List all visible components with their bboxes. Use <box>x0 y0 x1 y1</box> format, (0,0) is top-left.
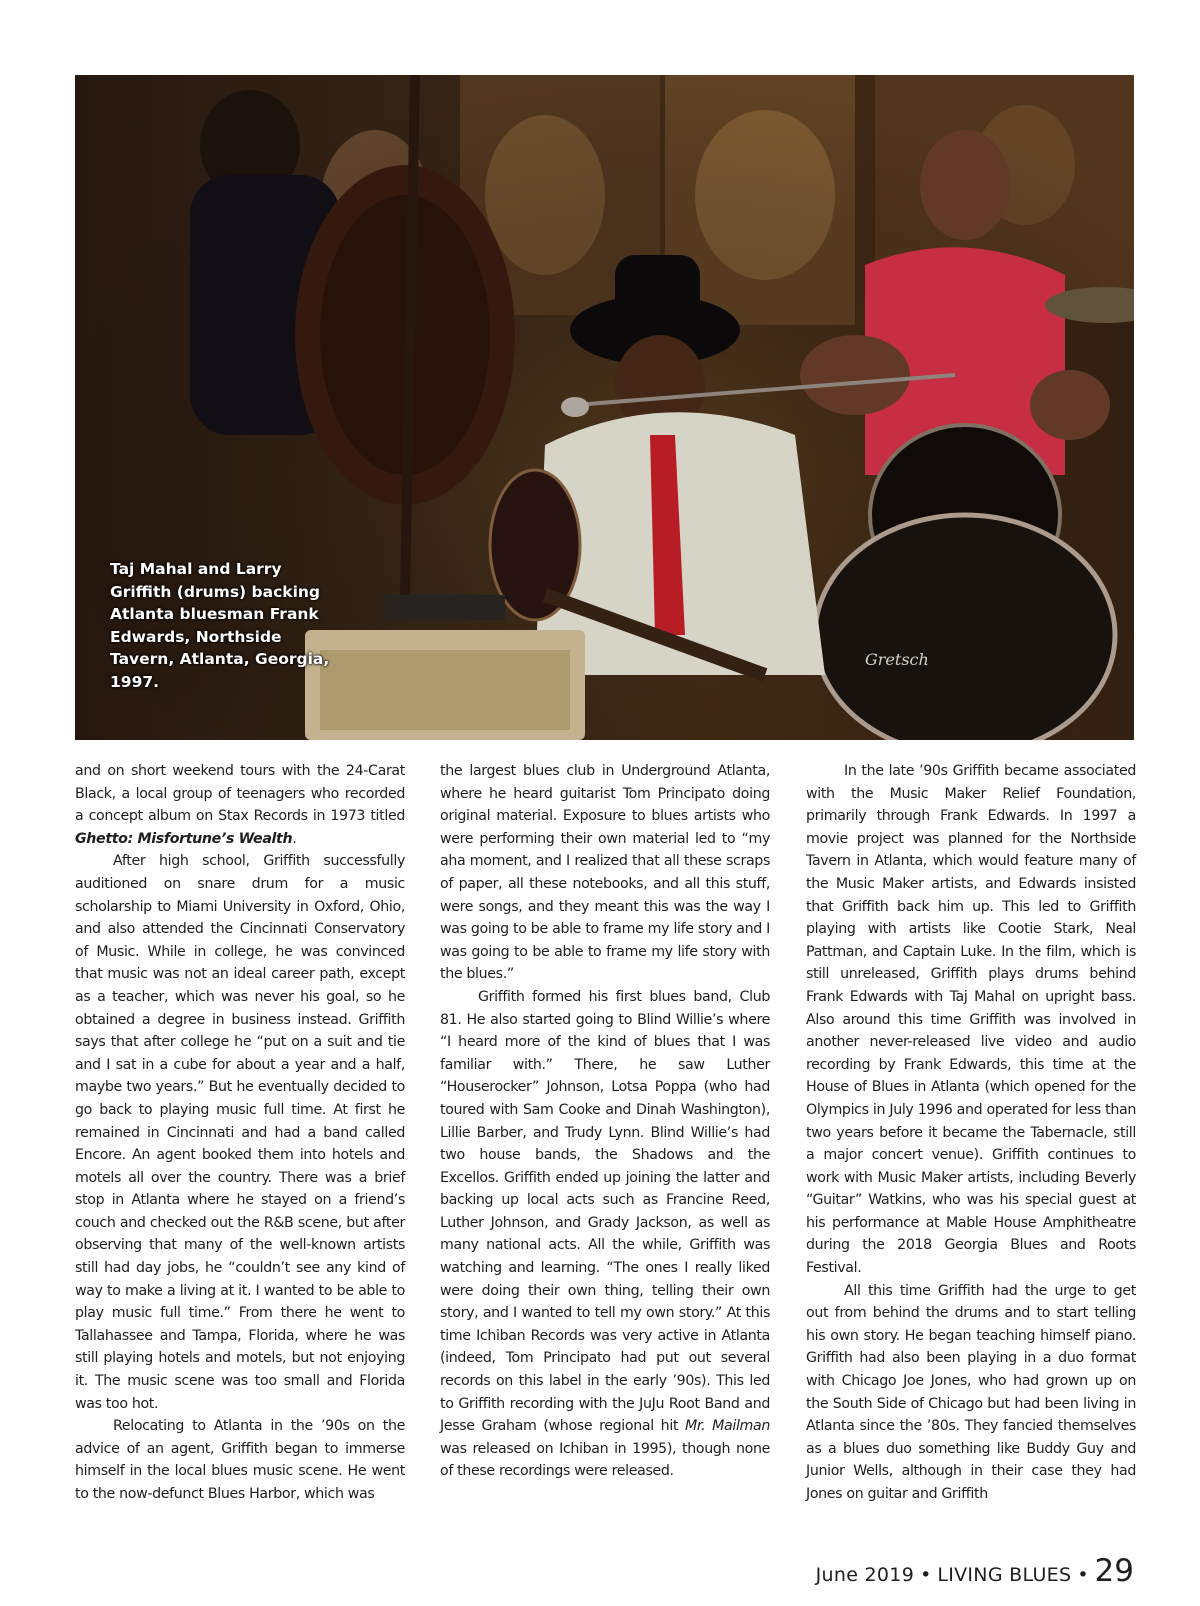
footer-separator: • <box>1077 1564 1089 1586</box>
paragraph: After high school, Griffith successfully auditioned on snare drum for a music scholarship to Miami University in Oxford, Ohio, and also attended the Cincinnati Conservatory of Music. While in college, he was convinced that music was not an ideal career path, except as a teacher, which was never his goal, so he obtained a degree in business instead. Griffith says that after college he “put on a suit and tie and I sat in a cube for about a year and a half, maybe two years.” But he eventually decided to go back to playing music full time. At first he remained in Cincinnati and had a band called Encore. An agent booked them into hotels and motels all over the country. There was a brief stop in Atlanta where he stayed on a friend’s couch and checked out the R&B scene, but after observing that many of the well-known artists still had day jobs, he “couldn’t see any kind of way to make a living at it. I wanted to be able to play music full time.” From there he went to Tallahassee and Tampa, Florida, where he was still playing hotels and motels, but not enjoying it. The music scene was too small and Florida was too hot. <box>75 853 405 1412</box>
paragraph: the largest blues club in Underground Atlanta, where he heard guitarist Tom Principato doing original material. Exposure to blues artists who were performing their own material led to “my aha moment, and I realized that all these scraps of paper, all these notebooks, and all this stuff, were songs, and they meant this was the way I was going to be able to frame my life story and I was going to be able to frame my life story with the blues.” <box>440 763 770 983</box>
issue-date: June 2019 <box>815 1564 915 1586</box>
footer-separator: • <box>920 1564 932 1586</box>
paragraph <box>440 986 770 1483</box>
paragraph: All this time Griffith had the urge to get out from behind the drums and to start telling his own story. He began teaching himself piano. Griffith had also been playing in a duo format with Chicago Joe Jones, who had grown up on the South Side of Chicago but had been living in Atlanta since the ’80s. They fancied themselves as a blues duo something like Buddy Guy and Junior Wells, although in their case they had Jones on guitar and Griffith <box>806 1282 1136 1502</box>
concert-photo <box>75 75 1134 740</box>
photo-caption: Taj Mahal and Larry Griffith (drums) backing Atlanta bluesman Frank Edwards, Northside Tavern, Atlanta, Georgia, 1997. <box>110 560 330 691</box>
paragraph: Relocating to Atlanta in the ’90s on the advice of an agent, Griffith began to immerse himself in the local blues music scene. He went to the now-defunct Blues Harbor, which was <box>75 1418 405 1502</box>
album-title: Ghetto: Misfortune’s Wealth <box>75 830 293 847</box>
page-footer <box>816 1553 1134 1593</box>
page-number: 29 <box>1094 1553 1134 1589</box>
magazine-name: LIVING BLUES <box>937 1564 1072 1586</box>
paragraph-text: . <box>292 830 297 847</box>
paragraph: In the late ’90s Griffith became associated with the Music Maker Relief Foundation, primarily through Frank Edwards. In 1997 a movie project was planned for the Northside Tavern in Atlanta, which would feature many of the Music Maker artists, and Edwards insisted that Griffith back him up. This led to Griffith playing with artists like Cootie Stark, Neal Pattman, and Captain Luke. In the film, which is still unreleased, Griffith plays drums behind Frank Edwards with Taj Mahal on upright bass. Also around this time Griffith was involved in another never-released live video and audio recording by Frank Edwards, this time at the House of Blues in Atlanta (which opened for the Olympics in July 1996 and operated for less than two years before it became the Tabernacle, still a major concert venue). Griffith continues to work with Music Maker artists, including Beverly “Guitar” Watkins, who was his special guest at his performance at Mable House Amphitheatre during the 2018 Georgia Blues and Roots Festival. <box>806 763 1136 1277</box>
paragraph-text: Griffith formed his first blues band, Club 81. He also started going to Blind Willie’s where “I heard more of the kind of blues that I was familiar with.” There, he saw Luther “Houserocker” Johnson, Lotsa Poppa (who had toured with Sam Cooke and Dinah Washington), Lillie Barber, and Trudy Lynn. Blind Willie’s had two house bands, the Shadows and the Excellos. Griffith ended up joining the latter and backing up local acts such as Francine Reed, Luther Johnson, and Grady Jackson, as well as many national acts. All the while, Griffith was watching and learning. “The ones I really liked were doing their own thing, telling their own story, and I wanted to tell my own story.” At this time Ichiban Records was very active in Atlanta (indeed, Tom Principato had put out several records on this label in the early ’90s). This led to Griffith recording with the JuJu Root Band and Jesse Graham (whose regional hit <box>440 988 770 1435</box>
song-title: Mr. Mailman <box>685 1418 771 1435</box>
paragraph-text: was released on Ichiban in 1995), though none of these recordings were released. <box>440 1440 770 1480</box>
text-column-3 <box>806 760 1136 1506</box>
paragraph <box>75 760 405 850</box>
text-column-1 <box>75 760 405 1506</box>
paragraph-text: and on short weekend tours with the 24-Carat Black, a local group of teenagers who recorded a concept album on Stax Records in 1973 titled <box>75 763 405 825</box>
text-column-2 <box>440 760 770 1483</box>
drum-logo: Gretsch <box>865 650 929 669</box>
